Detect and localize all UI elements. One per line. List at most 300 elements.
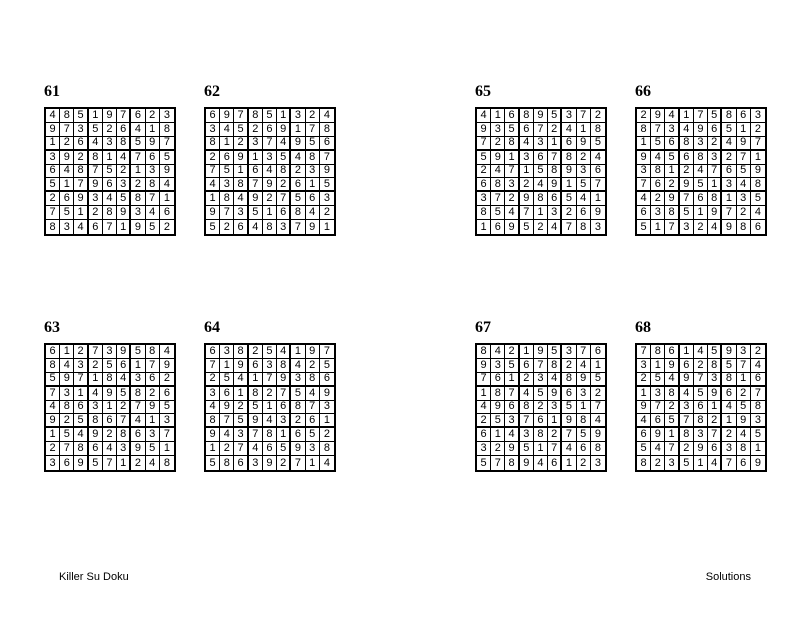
- grid-cell: 3: [534, 137, 548, 151]
- grid-cell: 5: [562, 401, 576, 415]
- grid-cell: 6: [520, 359, 534, 373]
- grid-cell: 5: [117, 387, 131, 401]
- grid-cell: 3: [220, 345, 234, 359]
- grid-cell: 6: [320, 137, 334, 151]
- grid-cell: 3: [594, 220, 601, 233]
- grid-cell: 9: [160, 165, 174, 179]
- grid-cell: 3: [131, 206, 145, 220]
- grid-cell: 2: [89, 206, 103, 220]
- grid-cell: 9: [694, 123, 708, 137]
- grid-cell: 6: [651, 178, 665, 192]
- grid-cell: 1: [323, 220, 330, 233]
- grid-cell: 1: [263, 206, 277, 220]
- grid-cell: 7: [665, 220, 679, 234]
- sudoku-grid: [635, 107, 767, 236]
- grid-cell: 2: [160, 373, 174, 387]
- grid-cell: 2: [591, 387, 605, 401]
- grid-cell: 2: [562, 206, 576, 220]
- grid-cell: 8: [637, 123, 651, 137]
- grid-cell: 8: [306, 373, 320, 387]
- grid-cell: 9: [249, 192, 263, 206]
- grid-cell: 2: [103, 123, 117, 137]
- grid-cell: 3: [477, 192, 491, 206]
- grid-cell: 4: [708, 220, 722, 234]
- grid-cell: 8: [477, 206, 491, 220]
- grid-cell: 6: [74, 401, 88, 415]
- grid-cell: 9: [103, 387, 117, 401]
- grid-cell: 7: [131, 401, 145, 415]
- grid-cell: 2: [722, 428, 736, 442]
- grid-cell: 3: [548, 206, 562, 220]
- grid-cell: 3: [680, 401, 694, 415]
- grid-cell: 2: [708, 414, 722, 428]
- grid-cell: 1: [562, 456, 576, 470]
- grid-cell: 4: [680, 387, 694, 401]
- grid-cell: 2: [708, 137, 722, 151]
- grid-cell: 5: [665, 414, 679, 428]
- grid-cell: 8: [249, 109, 263, 123]
- grid-cell: 2: [591, 109, 605, 123]
- grid-cell: 1: [74, 206, 88, 220]
- grid-cell: 7: [89, 165, 103, 179]
- grid-cell: 1: [665, 428, 679, 442]
- grid-cell: 6: [577, 442, 591, 456]
- grid-cell: 5: [249, 206, 263, 220]
- grid-cell: 6: [737, 109, 751, 123]
- grid-cell: 7: [534, 123, 548, 137]
- grid-cell: 2: [234, 401, 248, 415]
- grid-cell: 9: [637, 401, 651, 415]
- grid-cell: 5: [694, 178, 708, 192]
- grid-cell: 3: [722, 178, 736, 192]
- grid-cell: 1: [722, 414, 736, 428]
- grid-cell: 8: [220, 456, 234, 470]
- grid-cell: 8: [665, 387, 679, 401]
- grid-cell: 1: [146, 123, 160, 137]
- grid-cell: 2: [694, 220, 708, 234]
- grid-cell: 3: [89, 401, 103, 415]
- grid-cell: 4: [131, 123, 145, 137]
- grid-cell: 7: [103, 456, 117, 470]
- grid-cell: 2: [163, 220, 170, 233]
- grid-cell: 5: [89, 456, 103, 470]
- grid-cell: 6: [291, 178, 305, 192]
- grid-cell: 2: [577, 456, 591, 470]
- grid-cell: 9: [89, 178, 103, 192]
- grid-cell: 9: [680, 373, 694, 387]
- grid-cell: 1: [131, 359, 145, 373]
- grid-cell: 2: [74, 151, 88, 165]
- grid-cell: 9: [234, 151, 248, 165]
- sudoku-grid: [204, 343, 336, 472]
- grid-cell: 4: [520, 387, 534, 401]
- grid-cell: 2: [534, 401, 548, 415]
- grid-cell: 9: [291, 442, 305, 456]
- grid-cell: 4: [89, 137, 103, 151]
- grid-cell: 5: [505, 359, 519, 373]
- grid-cell: 1: [320, 414, 334, 428]
- grid-cell: 8: [277, 359, 291, 373]
- grid-cell: 9: [249, 414, 263, 428]
- grid-cell: 4: [694, 165, 708, 179]
- grid-cell: 2: [277, 456, 291, 470]
- grid-cell: 9: [754, 456, 761, 469]
- grid-cell: 3: [651, 387, 665, 401]
- grid-cell: 3: [520, 151, 534, 165]
- grid-cell: 3: [637, 165, 651, 179]
- grid-cell: 4: [220, 123, 234, 137]
- grid-cell: 4: [534, 178, 548, 192]
- grid-cell: 3: [306, 442, 320, 456]
- grid-cell: 2: [491, 442, 505, 456]
- grid-cell: 1: [277, 428, 291, 442]
- grid-cell: 7: [708, 428, 722, 442]
- grid-cell: 7: [534, 359, 548, 373]
- grid-cell: 8: [534, 192, 548, 206]
- grid-cell: 4: [263, 414, 277, 428]
- grid-cell: 6: [263, 442, 277, 456]
- grid-cell: 1: [637, 387, 651, 401]
- grid-cell: 2: [320, 428, 334, 442]
- grid-cell: 2: [234, 137, 248, 151]
- puzzle-number: 66: [635, 83, 651, 100]
- grid-cell: 1: [291, 345, 305, 359]
- grid-cell: 2: [637, 373, 651, 387]
- grid-cell: 8: [577, 220, 591, 234]
- grid-cell: 6: [131, 428, 145, 442]
- grid-cell: 7: [651, 123, 665, 137]
- grid-cell: 2: [534, 220, 548, 234]
- grid-cell: 2: [477, 414, 491, 428]
- grid-cell: 6: [277, 401, 291, 415]
- grid-cell: 4: [477, 109, 491, 123]
- grid-cell: 9: [491, 151, 505, 165]
- grid-cell: 8: [146, 178, 160, 192]
- grid-cell: 9: [60, 373, 74, 387]
- grid-cell: 6: [665, 345, 679, 359]
- grid-cell: 2: [651, 456, 665, 470]
- grid-cell: 7: [591, 401, 605, 415]
- grid-cell: 2: [637, 109, 651, 123]
- grid-cell: 7: [505, 165, 519, 179]
- grid-cell: 7: [477, 137, 491, 151]
- grid-cell: 4: [146, 456, 160, 470]
- grid-cell: 8: [60, 109, 74, 123]
- grid-cell: 1: [708, 401, 722, 415]
- grid-cell: 8: [737, 220, 751, 234]
- grid-cell: 3: [206, 123, 220, 137]
- grid-cell: 1: [234, 387, 248, 401]
- grid-cell: 3: [491, 123, 505, 137]
- grid-cell: 1: [60, 345, 74, 359]
- grid-cell: 2: [277, 178, 291, 192]
- grid-cell: 3: [234, 206, 248, 220]
- grid-cell: 2: [220, 220, 234, 234]
- grid-cell: 2: [220, 442, 234, 456]
- grid-cell: 3: [708, 151, 722, 165]
- grid-cell: 2: [131, 178, 145, 192]
- grid-cell: 6: [60, 192, 74, 206]
- grid-cell: 2: [737, 387, 751, 401]
- grid-cell: 7: [46, 387, 60, 401]
- grid-cell: 8: [131, 387, 145, 401]
- grid-cell: 4: [591, 414, 605, 428]
- grid-cell: 3: [505, 414, 519, 428]
- grid-cell: 8: [291, 401, 305, 415]
- grid-cell: 6: [234, 220, 248, 234]
- grid-cell: 5: [234, 123, 248, 137]
- grid-cell: 9: [637, 151, 651, 165]
- grid-cell: 2: [117, 401, 131, 415]
- grid-cell: 6: [548, 456, 562, 470]
- grid-cell: 5: [577, 178, 591, 192]
- grid-cell: 1: [577, 401, 591, 415]
- grid-cell: 8: [694, 151, 708, 165]
- grid-cell: 8: [548, 165, 562, 179]
- grid-cell: 9: [277, 123, 291, 137]
- grid-cell: 3: [103, 345, 117, 359]
- grid-cell: 6: [117, 123, 131, 137]
- grid-cell: 4: [708, 456, 722, 470]
- grid-cell: 4: [477, 401, 491, 415]
- grid-cell: 5: [751, 428, 765, 442]
- grid-cell: 5: [60, 428, 74, 442]
- grid-cell: 9: [131, 220, 145, 234]
- grid-cell: 6: [306, 192, 320, 206]
- grid-cell: 4: [722, 401, 736, 415]
- grid-cell: 9: [737, 137, 751, 151]
- grid-cell: 9: [160, 359, 174, 373]
- grid-cell: 5: [234, 414, 248, 428]
- grid-cell: 9: [651, 109, 665, 123]
- grid-cell: 3: [737, 192, 751, 206]
- grid-cell: 6: [491, 220, 505, 234]
- grid-cell: 8: [206, 414, 220, 428]
- grid-cell: 7: [562, 220, 576, 234]
- grid-cell: 7: [637, 345, 651, 359]
- grid-cell: 9: [665, 359, 679, 373]
- grid-cell: 3: [277, 414, 291, 428]
- grid-cell: 4: [665, 109, 679, 123]
- grid-cell: 1: [160, 442, 174, 456]
- grid-cell: 2: [491, 137, 505, 151]
- grid-cell: 1: [131, 165, 145, 179]
- grid-cell: 1: [103, 151, 117, 165]
- grid-cell: 4: [117, 151, 131, 165]
- grid-cell: 3: [46, 151, 60, 165]
- grid-cell: 2: [320, 206, 334, 220]
- grid-cell: 2: [520, 178, 534, 192]
- grid-cell: 2: [60, 137, 74, 151]
- grid-cell: 9: [520, 192, 534, 206]
- grid-cell: 7: [591, 178, 605, 192]
- grid-cell: 2: [206, 151, 220, 165]
- grid-cell: 2: [665, 178, 679, 192]
- grid-cell: 1: [220, 359, 234, 373]
- grid-cell: 5: [491, 414, 505, 428]
- grid-cell: 3: [548, 401, 562, 415]
- grid-cell: 6: [577, 206, 591, 220]
- grid-cell: 2: [263, 192, 277, 206]
- grid-cell: 9: [74, 456, 88, 470]
- grid-cell: 1: [46, 428, 60, 442]
- grid-cell: 9: [534, 109, 548, 123]
- grid-cell: 1: [505, 151, 519, 165]
- grid-cell: 2: [477, 165, 491, 179]
- grid-cell: 1: [220, 137, 234, 151]
- grid-cell: 6: [477, 178, 491, 192]
- grid-cell: 4: [60, 359, 74, 373]
- grid-cell: 7: [477, 373, 491, 387]
- grid-cell: 4: [491, 345, 505, 359]
- grid-cell: 1: [505, 373, 519, 387]
- grid-cell: 2: [291, 165, 305, 179]
- grid-cell: 7: [751, 137, 765, 151]
- grid-cell: 2: [249, 123, 263, 137]
- grid-cell: 2: [249, 345, 263, 359]
- grid-cell: 4: [74, 428, 88, 442]
- grid-cell: 2: [46, 442, 60, 456]
- grid-cell: 1: [577, 123, 591, 137]
- grid-cell: 3: [577, 165, 591, 179]
- grid-cell: 5: [117, 192, 131, 206]
- grid-cell: 8: [548, 359, 562, 373]
- grid-cell: 5: [146, 442, 160, 456]
- grid-cell: 3: [206, 387, 220, 401]
- grid-cell: 9: [491, 401, 505, 415]
- grid-cell: 7: [737, 359, 751, 373]
- grid-cell: 6: [591, 165, 605, 179]
- sudoku-grid: [475, 343, 607, 472]
- grid-cell: 3: [751, 414, 765, 428]
- grid-cell: 8: [320, 442, 334, 456]
- grid-cell: 7: [520, 414, 534, 428]
- grid-cell: 8: [234, 178, 248, 192]
- grid-cell: 9: [306, 220, 320, 234]
- grid-cell: 7: [491, 456, 505, 470]
- grid-cell: 5: [577, 428, 591, 442]
- grid-cell: 6: [206, 345, 220, 359]
- grid-cell: 5: [46, 178, 60, 192]
- grid-cell: 1: [74, 387, 88, 401]
- grid-cell: 5: [74, 109, 88, 123]
- grid-cell: 4: [694, 345, 708, 359]
- grid-cell: 3: [665, 123, 679, 137]
- grid-cell: 4: [74, 220, 88, 234]
- grid-cell: 7: [722, 206, 736, 220]
- grid-cell: 6: [206, 109, 220, 123]
- grid-cell: 6: [548, 192, 562, 206]
- grid-cell: 6: [637, 428, 651, 442]
- grid-cell: 9: [665, 192, 679, 206]
- grid-cell: 6: [249, 165, 263, 179]
- grid-cell: 8: [89, 414, 103, 428]
- grid-cell: 9: [591, 428, 605, 442]
- grid-cell: 9: [534, 345, 548, 359]
- grid-cell: 1: [160, 192, 174, 206]
- grid-cell: 2: [146, 387, 160, 401]
- grid-cell: 6: [46, 165, 60, 179]
- puzzle-number: 65: [475, 83, 491, 100]
- grid-cell: 7: [694, 373, 708, 387]
- grid-cell: 7: [60, 442, 74, 456]
- grid-cell: 6: [263, 123, 277, 137]
- puzzle-number: 67: [475, 319, 491, 336]
- grid-cell: 7: [548, 151, 562, 165]
- grid-cell: 1: [263, 401, 277, 415]
- grid-cell: 1: [117, 456, 131, 470]
- grid-cell: 1: [534, 206, 548, 220]
- grid-cell: 9: [708, 206, 722, 220]
- sudoku-grid: [475, 107, 607, 236]
- grid-cell: 5: [680, 206, 694, 220]
- grid-cell: 8: [562, 151, 576, 165]
- grid-cell: 5: [505, 123, 519, 137]
- grid-cell: 3: [722, 442, 736, 456]
- grid-cell: 5: [722, 123, 736, 137]
- grid-cell: 5: [637, 220, 651, 234]
- grid-cell: 6: [249, 359, 263, 373]
- grid-cell: 4: [637, 192, 651, 206]
- grid-cell: 8: [163, 456, 170, 469]
- grid-cell: 8: [708, 359, 722, 373]
- grid-cell: 7: [291, 456, 305, 470]
- grid-cell: 7: [117, 109, 131, 123]
- grid-cell: 8: [46, 220, 60, 234]
- grid-cell: 3: [46, 456, 60, 470]
- grid-cell: 1: [277, 109, 291, 123]
- grid-cell: 5: [277, 151, 291, 165]
- grid-cell: 9: [520, 456, 534, 470]
- grid-cell: 6: [637, 206, 651, 220]
- grid-cell: 7: [520, 206, 534, 220]
- grid-cell: 3: [234, 428, 248, 442]
- grid-cell: 4: [548, 373, 562, 387]
- grid-cell: 2: [89, 359, 103, 373]
- grid-cell: 8: [117, 137, 131, 151]
- grid-cell: 7: [146, 192, 160, 206]
- grid-cell: 1: [534, 442, 548, 456]
- grid-cell: 1: [591, 359, 605, 373]
- grid-cell: 7: [206, 165, 220, 179]
- grid-cell: 9: [117, 206, 131, 220]
- grid-cell: 7: [160, 137, 174, 151]
- grid-cell: 5: [534, 387, 548, 401]
- grid-cell: 6: [306, 414, 320, 428]
- grid-cell: 7: [505, 387, 519, 401]
- grid-cell: 9: [651, 428, 665, 442]
- grid-cell: 6: [751, 373, 765, 387]
- grid-cell: 6: [74, 137, 88, 151]
- grid-cell: 8: [505, 137, 519, 151]
- grid-cell: 8: [680, 137, 694, 151]
- grid-cell: 5: [680, 456, 694, 470]
- grid-cell: 3: [637, 359, 651, 373]
- grid-cell: 5: [548, 345, 562, 359]
- grid-cell: 1: [548, 137, 562, 151]
- grid-cell: 3: [146, 165, 160, 179]
- grid-cell: 6: [562, 137, 576, 151]
- grid-cell: 4: [548, 220, 562, 234]
- grid-cell: 7: [160, 428, 174, 442]
- grid-cell: 1: [46, 137, 60, 151]
- grid-cell: 7: [577, 345, 591, 359]
- grid-cell: 8: [505, 456, 519, 470]
- grid-cell: 4: [323, 456, 330, 469]
- grid-cell: 7: [277, 192, 291, 206]
- grid-cell: 8: [694, 414, 708, 428]
- grid-cell: 5: [206, 220, 220, 234]
